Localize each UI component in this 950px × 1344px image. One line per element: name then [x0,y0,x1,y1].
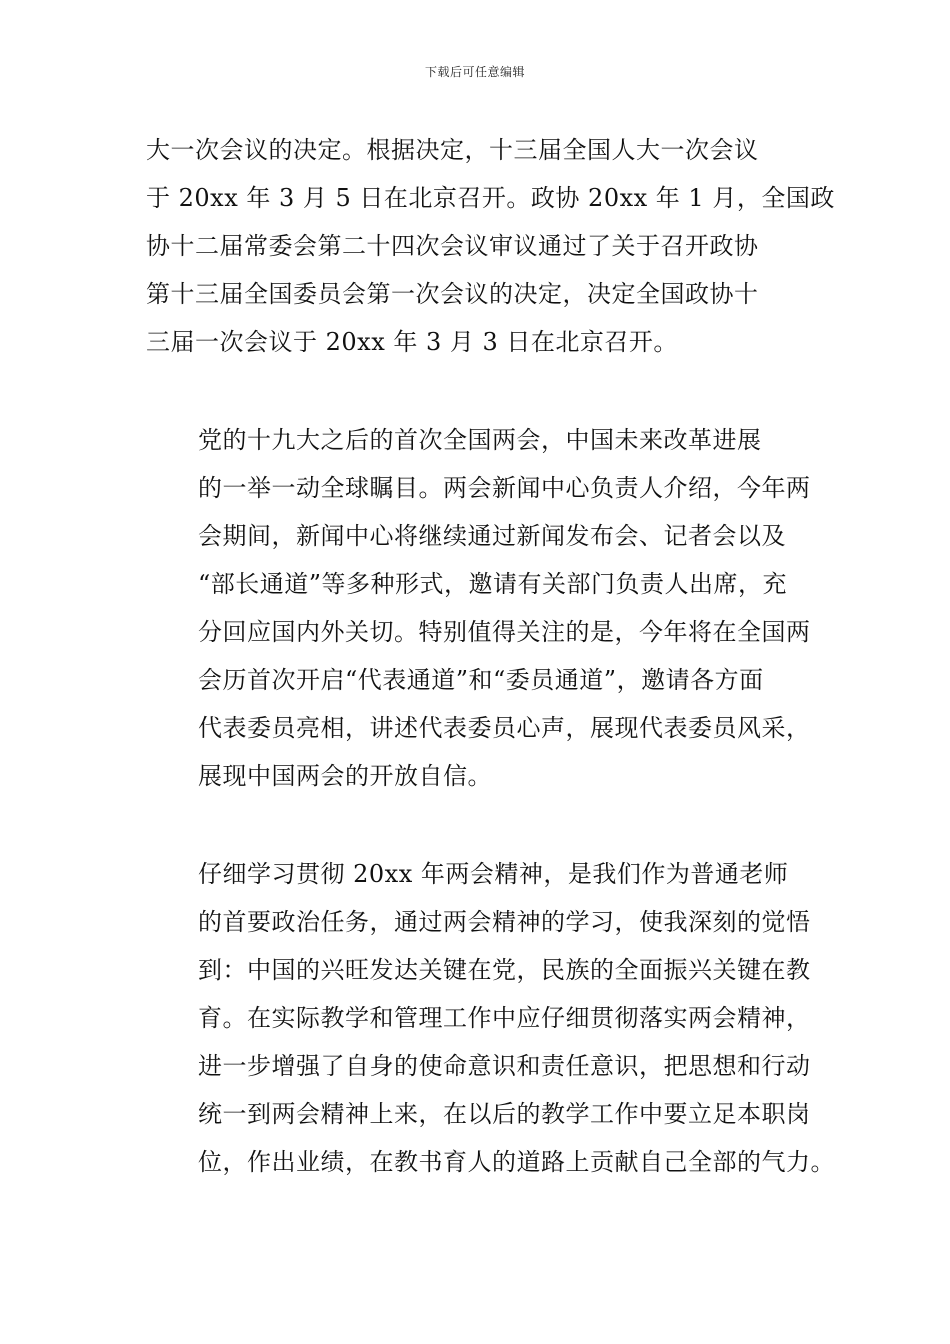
text-line: 统一到两会精神上来，在以后的教学工作中要立足本职岗 [198,1100,811,1128]
text-line: 位，作出业绩，在教书育人的道路上贡献自己全部的气力。 [198,1148,835,1176]
text-line: 的一举一动全球瞩目。两会新闻中心负责人介绍，今年两 [198,474,811,502]
text-line: 仔细学习贯彻 20xx 年两会精神，是我们作为普通老师 [198,860,789,888]
text-line: 会历首次开启“代表通道”和“委员通道”，邀请各方面 [198,666,764,694]
text-line: 于 20xx 年 3 月 5 日在北京召开。政协 20xx 年 1 月，全国政 [146,184,835,212]
text-line: “部长通道”等多种形式，邀请有关部门负责人出席，充 [198,570,788,598]
text-line: 展现中国两会的开放自信。 [198,762,492,790]
paragraph-news-center [146,416,811,800]
text-line: 代表委员亮相，讲述代表委员心声，展现代表委员风采， [198,714,811,742]
text-line: 分回应国内外关切。特别值得关注的是，今年将在全国两 [198,618,811,646]
text-line: 协十二届常委会第二十四次会议审议通过了关于召开政协 [146,232,759,260]
paragraph-meeting-dates [146,126,835,366]
page-header: 下载后可任意编辑 [424,65,525,79]
text-line: 的首要政治任务，通过两会精神的学习，使我深刻的觉悟 [198,908,811,936]
text-line: 大一次会议的决定。根据决定，十三届全国人大一次会议 [146,136,759,164]
text-line: 会期间，新闻中心将继续通过新闻发布会、记者会以及 [198,522,786,550]
text-line: 育。在实际教学和管理工作中应仔细贯彻落实两会精神， [198,1004,811,1032]
text-line: 进一步增强了自身的使命意识和责任意识，把思想和行动 [198,1052,811,1080]
text-line: 到：中国的兴旺发达关键在党，民族的全面振兴关键在教 [198,956,811,984]
paragraph-teacher-reflection [146,850,835,1186]
text-line: 三届一次会议于 20xx 年 3 月 3 日在北京召开。 [146,328,678,356]
text-line: 党的十九大之后的首次全国两会，中国未来改革进展 [198,426,762,454]
document-body [146,126,835,1186]
text-line: 第十三届全国委员会第一次会议的决定，决定全国政协十 [146,280,759,308]
